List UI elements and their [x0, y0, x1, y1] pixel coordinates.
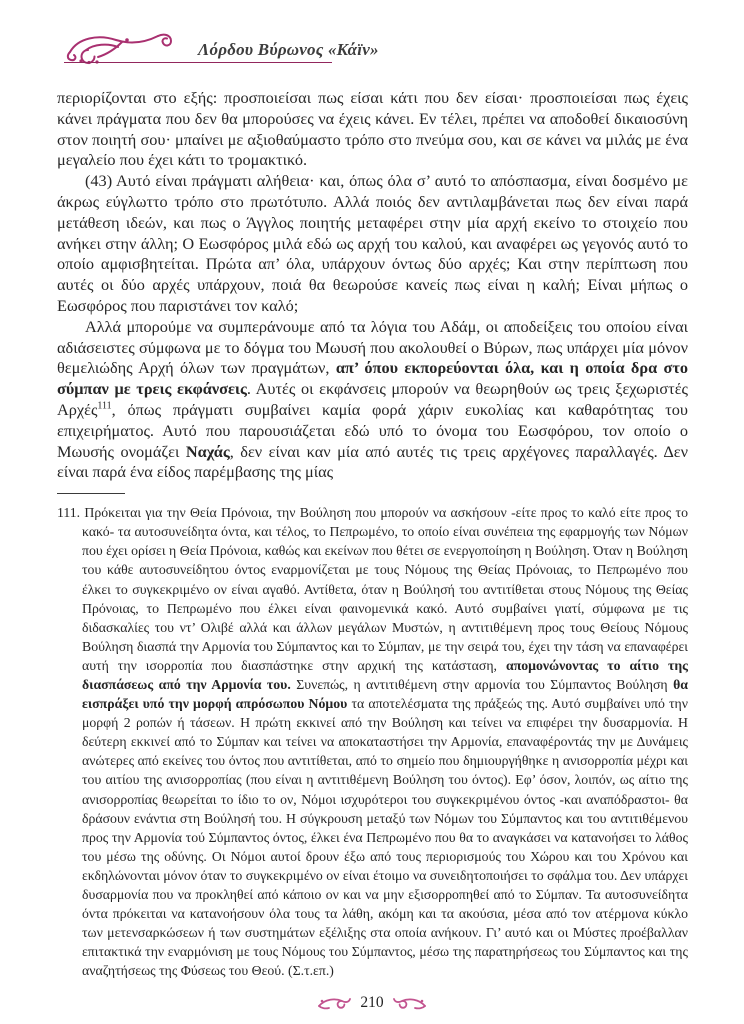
text-run: , δεν είναι καν μία από αυτές τις τρεις αρχέγονες παραλλαγές. Δεν είναι παρά ένα είδος παρέμβασης της μίας [57, 441, 688, 482]
footer-ornament-right-icon [393, 995, 427, 1011]
header-rule [64, 62, 332, 63]
footer-ornament-left-icon [317, 995, 351, 1011]
paragraph-continuation: περιορίζονται στο εξής: προσποιείσαι πως είσαι κάτι που δεν είσαι· προσποιείσαι πως έχεις κάνει πράγματα που δεν θα μπορούσες να έχεις κάνει. Εν τέλει, πρέπει να αποδοθεί δικαιοσύνη στον ποιητή σου· μπαίνει με αξιοθαύμαστο τρόπο στο πνεύμα σου, και σε κάνει να μιλάς με ένα μεγαλείο που έχει κάτι το τρομακτικό. [57, 88, 688, 170]
bold-run: απ’ όπου εκπορεύονται όλα, και η οποία δρα στο σύμπαν με τρεις εκφάνσεις [57, 358, 688, 399]
footnote-separator [57, 493, 125, 494]
footnote-reference: 111 [97, 400, 112, 412]
header-flourish-icon [64, 28, 176, 66]
footnote-section [57, 503, 688, 980]
text-run: Αλλά μπορούμε να συμπεράνουμε από τα λόγια του Αδάμ, οι αποδείξεις του οποίου είναι αδιάσειστες σύμφωνα με το δόγμα του Μωυσή που ακολουθεί ο Βύρων, πως υπάρχει μία μόνον θεμελιώδης Αρχή όλων των πραγμάτων, [57, 316, 688, 378]
bold-run: Ναχάς [185, 441, 230, 461]
footnote-111 [57, 503, 688, 980]
page-body [57, 88, 688, 483]
text-run: Συνεπώς, η αντιτιθέμενη στην αρμονία του Σύμπαντος Βούληση [290, 676, 674, 692]
text-run: 111. Πρόκειται για την Θεία Πρόνοια, την Βούληση που μπορούν να ασκήσουν -είτε προς το καλό είτε προς το κακό- τα αυτοσυνείδητα όντα, και τέλος, το Πεπρωμένο, το οποίο είναι συνέπεια της εφαρμογής των Νόμων που έχει ορίσει η Θεία Πρόνοια, καθώς και εκείνων που θέτει σε ενεργοποίηση η Βούληση. Όταν η Βούληση του κάθε αυτοσυνείδητου όντος εναρμονίζεται με τους Νόμους της Θείας Πρόνοιας, το Πεπρωμένο που έλκει το συγκεκριμένο ον είναι αγαθό. Αντίθετα, όταν η Βούλησή του αντιτίθεται στους Νόμους της Θείας Πρόνοιας, το Πεπρωμένο που έλκει είναι φαινομενικά κακό. Αυτό συμβαίνει γιατί, σύμφωνα με τις διδασκαλίες του ντ’ Ολιβέ αλλά και άλλων μεγάλων Μυστών, η αντιτιθέμενη προς τους Θείους Νόμους Βούληση διασπά την Αρμονία του Σύμπαντος και το Σύμπαν, με την σειρά του, έχει την τάση να επαναφέρει αυτή την ισορροπία που διασπάστηκε στην αρχική της κατάσταση, [57, 505, 688, 673]
text-run: τα αποτελέσματα της πράξεώς της. Αυτό συμβαίνει υπό την μορφή 2 ροπών ή τάσεων. Η πρώτη εκκινεί από την Βούληση και τείνει να επιφέρει την δυσαρμονία. Η δεύτερη εκκινεί από το Σύμπαν και τείνει να αποκαταστήσει την Αρμονία, επαναφέροντάς την με Δυνάμεις ανώτερες από εκείνες του όντος που αντιτίθεται, από το σημείο που δημιουργήθηκε η ανισορροπία μέχρι και του αιτίου της ανισορροπίας (που είναι η αντιτιθέμενη Βούληση του όντος). Εφ’ όσον, λοιπόν, ως αίτιο της ανισορροπίας θεωρείται το ίδιο το ον, Νόμοι ισχυρότεροι του συγκεκριμένου όντος -και αναπόδραστοι- θα δράσουν ενάντια στη Βούλησή του. Η σύγκρουση μεταξύ των Νόμων του Σύμπαντος και του αντιτιθέμενου προς την Αρμονία τού Σύμπαντος όντος, έλκει ένα Πεπρωμένο που θα το αναγκάσει να κατανοήσει το λάθος του μέσω της οδύνης. Οι Νόμοι αυτοί δρουν έξω από τους περιορισμούς του Χώρου και του Χρόνου και εκδηλώνονται μόνον όταν το συγκεκριμένο ον είναι έτοιμο να συνειδητοποιήσει το σφάλμα του. Δεν υπάρχει δυσαρμονία που να προκληθεί από κάποιο ον και να μην εξισορροπηθεί από το Σύμπαν. Τα αυτοσυνείδητα όντα πρόκειται να κατανοήσουν όλα τους τα λάθη, ακόμη και τα ακούσια, μέσα από τον ατέρμονα κύκλο των μετενσαρκώσεων ή των συστημάτων εξέλιξης στα οποία ανήκουν. Γι’ αυτό και οι Μύστες προέβαλλαν επιτακτικά την εναρμόνιση με τους Νόμους του Σύμπαντος, μέσω της παρατηρήσεως του Σύμπαντος και της αναζητήσεως της Φύσεως του Θεού. (Σ.τ.επ.) [82, 696, 688, 979]
text-run: . Αυτές οι εκφάνσεις μπορούν να θεωρηθούν ως τρεις ξεχωριστές Αρχές [57, 379, 688, 419]
page-number: 210 [360, 994, 384, 1011]
paragraph-43: (43) Αυτό είναι πράγματι αλήθεια· και, όπως όλα σ’ αυτό το απόσπασμα, είναι δοσμένο με άκρως εύγλωττο τρόπο στο πρωτότυπο. Αλλά ποιός δεν αντιλαμβάνεται πως δεν είναι παρά μετάθεση ιδεών, και πως ο Άγγλος ποιητής μεταφέρει στην μία αρχή εκείνο το στοιχείο που ανήκει στην άλλη; Ο Εωσφόρος μιλά εδώ ως αρχή του καλού, και αναφέρει ως γεγονός αυτό το οποίο αμφισβητείται. Πρώτα απ’ όλα, υπάρχουν όντως δύο αρχές; Και στην περίπτωση που αυτές οι δύο αρχές υπάρχουν, ποιά θα θεωρούσε κανείς πως είναι η καλή; Είναι μήπως ο Εωσφόρος που παριστάνει τον καλό; [57, 171, 688, 315]
running-header-title: Λόρδου Βύρωνος «Κάϊν» [198, 40, 379, 59]
bold-run: θα εισπράξει υπό την μορφή απρόσωπου Νόμου [82, 676, 688, 712]
text-run: , όπως πράγματι συμβαίνει καμία φορά χάριν ευκολίας και καθαρότητας του επιχειρήματος. Αυτό που παρουσιάζεται εδώ υπό το όνομα του Εωσφόρου, τον οποίο ο Μωυσής ονομάζει [57, 399, 688, 461]
bold-run: απομονώνοντας το αίτιο της διασπάσεως από την Αρμονία του. [82, 657, 688, 692]
page-footer [0, 994, 744, 1012]
page-header [64, 28, 686, 68]
paragraph-conclusion [57, 317, 688, 483]
